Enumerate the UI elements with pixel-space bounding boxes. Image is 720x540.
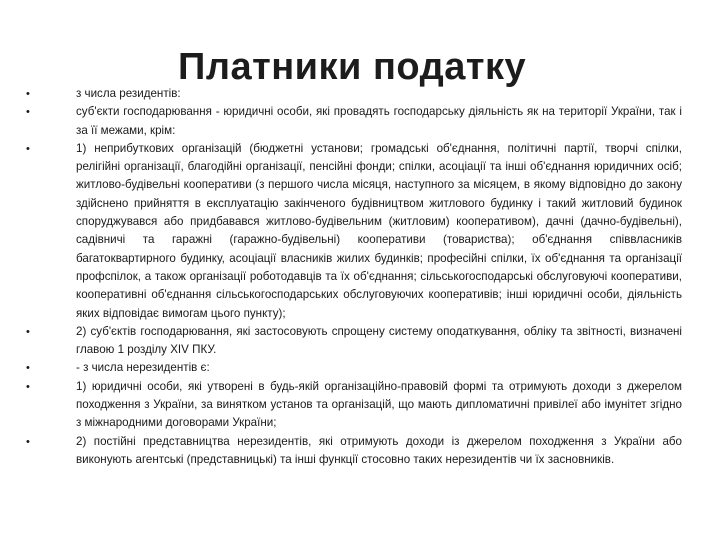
list-item-text: суб'єкти господарювання - юридичні особи, які провадять господарську діяльність як на території України, так і за її межами, крім:	[76, 105, 682, 137]
list-item	[24, 323, 682, 360]
list-item	[24, 85, 682, 103]
bullet-icon: •	[26, 362, 30, 375]
list-item-text: - з числа нерезидентів є:	[76, 361, 210, 375]
list-item	[24, 433, 682, 470]
list-item	[24, 378, 682, 433]
bullet-list	[24, 85, 682, 469]
bullet-icon: •	[26, 325, 30, 338]
bullet-icon: •	[26, 88, 30, 100]
bullet-icon: •	[26, 380, 30, 393]
bullet-icon: •	[26, 435, 30, 448]
list-item	[24, 103, 682, 140]
list-item-text: з числа резидентів:	[76, 87, 181, 100]
list-item-text: 1) неприбуткових організацій (бюджетні установи; громадські об'єднання, політичні партії, творчі спілки, релігійні організації, благодійні організації, пенсійні фонди; спілки, асоціації та інші об'єднання юридичних осіб; житлово-будівельні кооперативи (з першого числа місяця, наступного за місяцем, в якому відповідно до закону здійснено прийняття в експлуатацію закінченого будівництвом житлового будинку і такий житловий будинок споруджувався або придбавався житлово-будівельним (житловим) кооперативом), дачні (дачно-будівельні), садівничі та гаражні (гаражно-будівельні) кооперативи (товариства); об'єднання співвласників багатоквартирного будинку, асоціації власників жилих будинків; професійні спілки, їх об'єднання та організації профспілок, а також організації роботодавців та їх об'єднання; сільськогосподарські обслуговуючі кооперативи, кооперативні об'єднання сільськогосподарських обслуговуючих кооперативів; інші юридичні особи, діяльність яких відповідає вимогам цього пункту);	[76, 141, 682, 320]
list-item-text: 2) постійні представництва нерезидентів, які отримують доходи із джерелом походження з України або виконують агентські (представницькі) та інші функції стосовно таких нерезидентів чи їх засновників.	[76, 434, 682, 466]
list-item-text: 2) суб'єктів господарювання, які застосовують спрощену систему оподаткування, обліку та звітності, визначені главою 1 розділу XIV ПКУ.	[76, 324, 682, 357]
bullet-icon: •	[26, 142, 30, 155]
slide-title: Платники податку	[178, 46, 527, 88]
bullet-icon: •	[26, 106, 30, 119]
list-item-text: 1) юридичні особи, які утворені в будь-якій організаційно-правовій формі та отримують доходи з джерелом походження з України, за винятком установ та організацій, що мають дипломатичні привілеї або імунітет згідно з міжнародними договорами України;	[76, 379, 682, 430]
list-item	[24, 140, 682, 323]
list-item	[24, 359, 682, 377]
